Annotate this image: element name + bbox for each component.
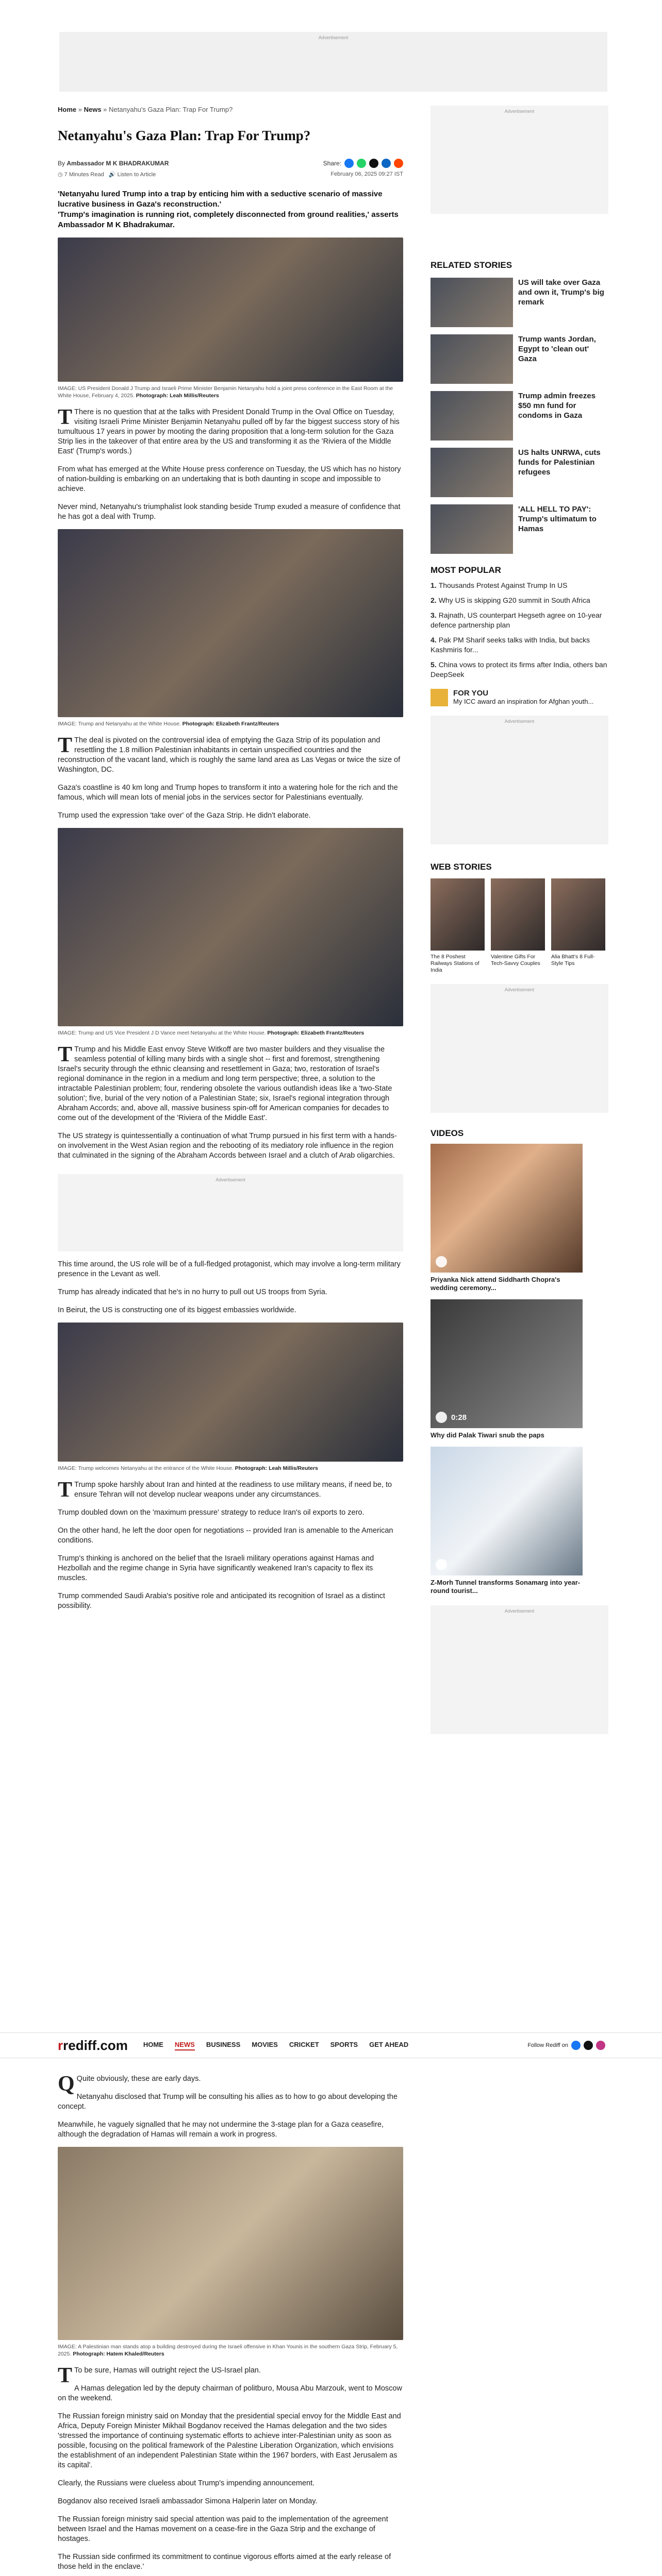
nav-sports[interactable]: SPORTS <box>330 2040 358 2048</box>
article-image <box>58 529 403 717</box>
popular-item[interactable]: 3. Rajnath, US counterpart Hegseth agree on 10-year defence partnership plan <box>431 611 602 629</box>
image-caption: IMAGE: Trump welcomes Netanyahu at the entrance of the White House. Photograph: Leah Millis/Reuters <box>58 1465 318 1471</box>
intro-line: 'Netanyahu lured Trump into a trap by enticing him with a seductive scenario of massive lucrative business in Gaza's reconstruction.' <box>58 190 383 209</box>
sidebar-advertisement[interactable]: Advertisement <box>431 716 608 844</box>
for-you-text: My ICC award an inspiration for Afghan youth... <box>453 698 594 705</box>
sidebar-advertisement[interactable]: Advertisement <box>431 984 608 1113</box>
paragraph: The Russian foreign ministry said on Monday that the presidential special envoy for the Middle East and Africa, Deputy Foreign Minister Mikhail Bogdanov received the Hamas delegation and the two sides 'stressed the importance of continuing systematic efforts to achieve inter-Palestinian unity as soon as possible, focusing on the political framework of the Palestine Liberation Organization, which envisions the establishment of an independent Palestinian State within the 1967 borders, with East Jerusalem as its capital'. <box>58 2412 401 2469</box>
paragraph: Clearly, the Russians were clueless about Trump's impending announcement. <box>58 2479 315 2487</box>
play-icon[interactable] <box>436 1559 447 1570</box>
page-title: Netanyahu's Gaza Plan: Trap For Trump? <box>58 128 311 143</box>
paragraph: T There is no question that at the talks with President Donald Trump in the Oval Office on Tuesday, visiting Israeli Prime Minister Benjamin Netanyahu pulled off by far the biggest success story of his tumultuous 17 years in power by mooting the daring proposition that a long-term solution for the Gaza Strip lies in the takeover of that entire area by the US and transforming it as the 'Riviera of the Middle East' (Trump's words.) <box>58 405 400 455</box>
article-image <box>58 2147 403 2340</box>
breadcrumb: Home » News » Netanyahu's Gaza Plan: Trap For Trump? <box>58 106 233 113</box>
breadcrumb-news[interactable]: News <box>84 106 102 113</box>
facebook-icon[interactable] <box>344 159 354 168</box>
paragraph: T The deal is pivoted on the controversial idea of emptying the Gaza Strip of its population and resettling the 1.8 million Palestinian inhabitants in certain unspecified countries and the reconstruction of the vacant land, which is roughly the same land area as Las Vegas or twice the size of Washington, DC. <box>58 734 401 774</box>
share-bar <box>323 159 403 168</box>
paragraph: T Trump spoke harshly about Iran and hinted at the readiness to use military means, if need be, to ensure Tehran will not develop nuclear weapons under any circumstances. <box>58 1478 392 1502</box>
byline-row <box>58 159 403 168</box>
rediff-logo[interactable]: rrediff.com <box>58 2037 128 2053</box>
article-main <box>58 106 403 1611</box>
article-image <box>58 238 403 382</box>
video-thumbnail[interactable] <box>431 1447 583 1575</box>
facebook-icon[interactable] <box>571 2041 581 2050</box>
web-story[interactable]: Valentine Gifts For Tech-Savvy Couples <box>491 878 545 974</box>
paragraph: Trump's thinking is anchored on the belief that the Israeli military operations against Hamas and Hezbollah and the regime change in Syria have significantly weakened Iran's capacity to flex its muscles. <box>58 1554 374 1582</box>
sticky-navbar <box>0 2032 662 2058</box>
intro <box>58 189 403 230</box>
paragraph: T To be sure, Hamas will outright reject the US-Israel plan. <box>58 2364 261 2387</box>
video-thumbnail[interactable] <box>431 1299 583 1428</box>
linkedin-icon[interactable] <box>382 159 391 168</box>
video-caption[interactable]: Priyanka Nick attend Siddharth Chopra's wedding ceremony... <box>431 1276 560 1292</box>
sidebar <box>431 106 608 1734</box>
article-continued <box>58 2066 403 2576</box>
web-stories-heading: WEB STORIES <box>431 862 492 872</box>
listen-button[interactable]: Listen to Article <box>117 172 156 178</box>
x-twitter-icon[interactable] <box>584 2041 593 2050</box>
main-nav <box>143 2041 408 2050</box>
whatsapp-icon[interactable] <box>357 159 366 168</box>
web-stories <box>431 878 608 974</box>
read-time: 7 Minutes Read <box>64 172 104 178</box>
paragraph: Trump used the expression 'take over' of the Gaza Strip. He didn't elaborate. <box>58 811 311 820</box>
video-duration: 0:28 <box>451 1413 467 1422</box>
video-caption[interactable]: Z-Morh Tunnel transforms Sonamarg into year-round tourist... <box>431 1579 581 1595</box>
paragraph: This time around, the US role will be of a full-fledged protagonist, which may involve a long-term military presence in the Levant as well. <box>58 1260 401 1278</box>
instagram-icon[interactable] <box>596 2041 605 2050</box>
related-story[interactable]: Trump admin freezes $50 mn fund for condoms in Gaza <box>431 391 608 440</box>
paragraph: Trump has already indicated that he's in no hurry to pull out US troops from Syria. <box>58 1288 327 1296</box>
for-you-thumbnail <box>431 689 448 706</box>
inline-advertisement[interactable]: Advertisement <box>58 1174 403 1251</box>
reddit-icon[interactable] <box>394 159 403 168</box>
play-icon[interactable] <box>436 1256 447 1267</box>
related-story[interactable]: US will take over Gaza and own it, Trump's big remark <box>431 278 608 327</box>
paragraph: Never mind, Netanyahu's triumphalist look standing beside Trump exuded a measure of confidence that he has got a deal with Trump. <box>58 503 401 521</box>
paragraph: In Beirut, the US is constructing one of its biggest embassies worldwide. <box>58 1306 296 1314</box>
author-link[interactable]: Ambassador M K BHADRAKUMAR <box>67 160 169 167</box>
sidebar-advertisement[interactable]: Advertisement <box>431 106 608 214</box>
paragraph: Meanwhile, he vaguely signalled that he may not undermine the 3-stage plan for a Gaza ceasefire, although the degradation of Hamas will remain a work in progress. <box>58 2121 384 2139</box>
publish-date: February 06, 2025 09:27 IST <box>330 171 403 177</box>
story-thumbnail <box>431 334 513 384</box>
popular-item[interactable]: 2. Why US is skipping G20 summit in South Africa <box>431 596 590 604</box>
nav-movies[interactable]: MOVIES <box>252 2040 278 2048</box>
videos-heading: VIDEOS <box>431 1128 464 1138</box>
paragraph: Gaza's coastline is 40 km long and Trump hopes to transform it into a watering hole for the rich and the famous, which will mean lots of menial jobs in the services sector for Palestinians eventually. <box>58 784 398 802</box>
related-stories-heading: RELATED STORIES <box>431 260 512 270</box>
paragraph: From what has emerged at the White House press conference on Tuesday, the US which has no history of nation-building is embarking on an undertaking that is both daunting in scope and impossible to achieve. <box>58 465 401 493</box>
story-thumbnail <box>431 504 513 554</box>
paragraph: Trump commended Saudi Arabia's positive role and anticipated its recognition of Israel as a distinct possibility. <box>58 1592 385 1610</box>
web-story[interactable]: Alia Bhatt's 8 Full-Style Tips <box>551 878 605 974</box>
popular-item[interactable]: 4. Pak PM Sharif seeks talks with India, but backs Kashmiris for... <box>431 636 590 654</box>
related-story[interactable]: US halts UNRWA, cuts funds for Palestinian refugees <box>431 448 608 497</box>
popular-item[interactable]: 5. China vows to protect its firms after India, others ban DeepSeek <box>431 660 607 679</box>
related-story[interactable]: 'ALL HELL TO PAY': Trump's ultimatum to Hamas <box>431 504 608 554</box>
image-caption: IMAGE: US President Donald J Trump and Israeli Prime Minister Benjamin Netanyahu hold a joint press conference in the East Room at the White House, February 4, 2025. Photograph: Leah Millis/Reuters <box>58 385 393 399</box>
story-thumbnail <box>431 278 513 327</box>
byline-prefix: By <box>58 160 65 167</box>
paragraph: Q Quite obviously, these are early days. <box>58 2072 201 2096</box>
paragraph: T Trump and his Middle East envoy Steve Witkoff are two master builders and they visualise the seamless potential of killing many birds with a single shot -- first and foremost, strengthening Israel's security through the ethnic cleansing and resettlement in Gaza; two, restoration of Israel's regional dominance in the region in a medium and long term perspective; three, a solution to the intractable Palestinian problem; four, rendering obsolete the various outlandish ideas like a 'two-State solution'; five, burial of the very notion of a Palestinian State; six, Israel's regional integration through Abraham Accords; and, above all, massive business spin-off for American companies for decades to come out of the development of the 'Riviera of the Middle East'. <box>58 1043 392 1122</box>
video-thumbnail[interactable] <box>431 1144 583 1273</box>
story-thumbnail <box>431 391 513 440</box>
follow-label: Follow Rediff on <box>527 2042 568 2048</box>
nav-business[interactable]: BUSINESS <box>206 2040 241 2048</box>
for-you-card[interactable] <box>431 689 608 706</box>
web-story[interactable]: The 8 Poshest Railways Stations of India <box>431 878 485 974</box>
paragraph: Netanyahu disclosed that Trump will be consulting his allies as to how to go about developing the concept. <box>58 2093 398 2111</box>
nav-news[interactable]: NEWS <box>175 2041 195 2050</box>
follow-bar <box>527 2041 605 2050</box>
paragraph: Trump doubled down on the 'maximum pressure' strategy to reduce Iran's oil exports to zero. <box>58 1509 365 1517</box>
intro-line: 'Trump's imagination is running riot, completely disconnected from ground realities,' asserts Ambassador M K Bhadrakumar. <box>58 210 399 229</box>
most-popular-heading: MOST POPULAR <box>431 565 501 575</box>
image-caption: IMAGE: A Palestinian man stands atop a building destroyed during the Israeli offensive in Khan Younis in the southern Gaza Strip, February 5, 2025. Photograph: Hatem Khaled/Reuters <box>58 2344 398 2357</box>
play-icon[interactable] <box>436 1412 447 1423</box>
paragraph: Bogdanov also received Israeli ambassador Simona Halperin later on Monday. <box>58 2497 318 2505</box>
ad-label: Advertisement <box>318 35 349 40</box>
nav-cricket[interactable]: CRICKET <box>289 2040 319 2048</box>
paragraph: On the other hand, he left the door open for negotiations -- provided Iran is amenable to the American conditions. <box>58 1527 393 1545</box>
popular-item[interactable]: 1. Thousands Protest Against Trump In US <box>431 581 568 589</box>
nav-get-ahead[interactable]: GET AHEAD <box>369 2040 409 2048</box>
story-thumbnail <box>431 448 513 497</box>
x-twitter-icon[interactable] <box>369 159 378 168</box>
sidebar-advertisement[interactable]: Advertisement <box>431 1605 608 1734</box>
paragraph: The Russian side confirmed its commitment to continue vigorous efforts aimed at the early release of those held in the enclave.' <box>58 2553 391 2571</box>
for-you-heading: FOR YOU <box>453 689 489 698</box>
share-label: Share: <box>323 160 341 167</box>
meta-row: ◷ 7 Minutes Read 🔊 Listen to Article February 06, 2025 09:27 IST <box>58 171 403 178</box>
article-image <box>58 1323 403 1462</box>
paragraph: The Russian foreign ministry said special attention was paid to the implementation of the agreement between Israel and the Hamas movement on a cease-fire in the Gaza Strip and the exchange of hostages. <box>58 2515 388 2543</box>
related-story[interactable]: Trump wants Jordan, Egypt to 'clean out' Gaza <box>431 334 608 384</box>
image-caption: IMAGE: Trump and US Vice President J D Vance meet Netanyahu at the White House. Photograph: Elizabeth Frantz/Reuters <box>58 1030 365 1036</box>
article-image <box>58 828 403 1026</box>
nav-home[interactable]: HOME <box>143 2040 163 2048</box>
paragraph: The US strategy is quintessentially a continuation of what Trump pursued in his first term with a hands-on involvement in the West Asian region and the rebooting of its mediatory role influence in the region that culminated in the signing of the Abraham Accords between Israel and a clutch of Arab oligarchies. <box>58 1132 397 1160</box>
image-caption: IMAGE: Trump and Netanyahu at the White House. Photograph: Elizabeth Frantz/Reuters <box>58 721 279 727</box>
top-advertisement[interactable] <box>59 32 607 92</box>
breadcrumb-current: Netanyahu's Gaza Plan: Trap For Trump? <box>109 106 233 113</box>
paragraph: A Hamas delegation led by the deputy chairman of politburo, Mousa Abu Marzouk, went to Moscow on the weekend. <box>58 2384 402 2402</box>
video-caption[interactable]: Why did Palak Tiwari snub the paps <box>431 1431 544 1439</box>
breadcrumb-home[interactable]: Home <box>58 106 77 113</box>
